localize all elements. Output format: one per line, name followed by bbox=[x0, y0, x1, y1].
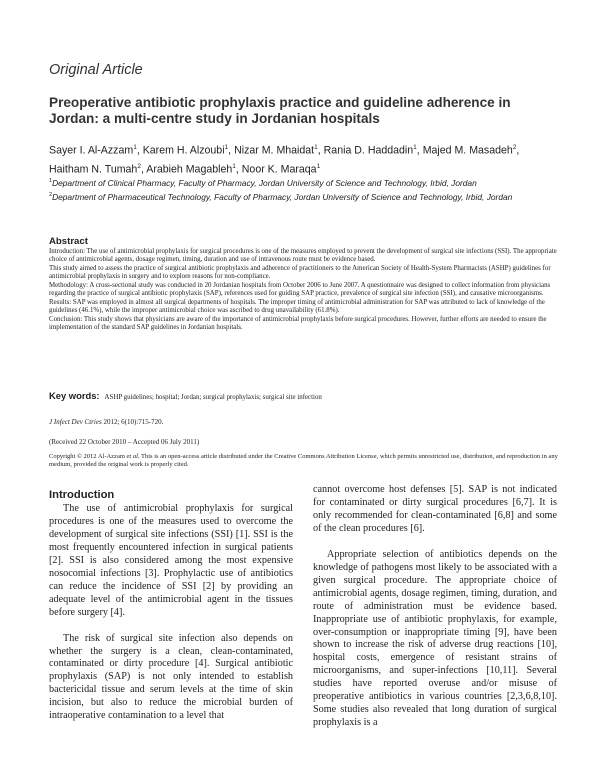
author-affiliation-marker: 1 bbox=[232, 162, 236, 170]
author-name: Sayer I. Al-Azzam bbox=[49, 144, 134, 157]
introduction-heading: Introduction bbox=[49, 489, 115, 501]
abstract-body bbox=[49, 248, 559, 333]
abstract-paragraph: Results: SAP was employed in almost all surgical departments of hospitals. The improper timing of antimicrobial administration for SAP was attributed to lack of knowledge of the guidelines (46.1%), while the improper antimicrobial choice was ascribed to drug unavailability (61.8%). bbox=[49, 298, 545, 315]
copyright-notice bbox=[49, 453, 559, 470]
affiliation-number: 1 bbox=[49, 178, 53, 184]
body-paragraph: Appropriate selection of antibiotics depends on the knowledge of pathogens most likely to be associated with a given surgical procedure. The appropriate choice of antimicrobial agents, dosage regimen, timing, duration, and route of administration must be evidence based. Inappropriate use of antibiotic prophylaxis, for example, over-consumption or inappropriate timing [9], have been shown to increase the risk of adverse drug reactions [10], hospital costs, emergence of resistant strains of microorganisms, and super-infections [10,11]. Several studies have reported overuse and/or misuse of preoperative antibiotics in various countries [2,3,6,8,10]. Some studies also revealed that long duration of surgical prophylaxis is a bbox=[313, 548, 557, 729]
abstract-paragraph: Conclusion: This study shows that physicians are aware of the importance of antimicrobial prophylaxis before surgical procedures. However, further efforts are needed to ensure the implementation of the standard SAP guidelines in Jordanian hospitals. bbox=[49, 315, 547, 332]
author-name: Haitham N. Tumah bbox=[49, 163, 138, 176]
affiliation-text: Department of Clinical Pharmacy, Faculty of Pharmacy, Jordan University of Science and Technology, Irbid, Jordan bbox=[52, 177, 477, 188]
author-affiliation-marker: 1 bbox=[316, 162, 321, 170]
author-name: Rania D. Haddadin bbox=[323, 144, 414, 157]
body-paragraph: The use of antimicrobial prophylaxis for surgical procedures is one of the measures used to overcome the development of surgical site infections (SSI) [1]. SSI is the most frequently encountered infection in surgical patients [2]. SSI is also considered among the most expensive nosocomial infections [3]. Prophylactic use of antibiotics can reduce the incidence of SSI [2] by providing an adequate level of the antimicrobial agent in the tissues before surgery [4]. bbox=[49, 503, 293, 618]
author-affiliation-marker: 1 bbox=[413, 144, 417, 151]
author-affiliation-marker: 1 bbox=[224, 144, 229, 151]
keywords-label: Key words: bbox=[49, 390, 100, 401]
copyright-text: Copyright © 2012 Al-Azzam bbox=[49, 453, 127, 460]
affiliation-text: Department of Pharmaceutical Technology, Faculty of Pharmacy, Jordan University of Science and Technology, Irbid, Jordan bbox=[52, 191, 513, 202]
author-list: Sayer I. Al-Azzam$^1$, Karem H. Alzoubi$^1$, Nizar M. Mhaidat$^1$, Rania D. Haddadin$^1$, Majed M. Masadeh$^2$, Haitham N. Tumah$^2$, Arabieh Magableh$^1$, Noor K. Maraqa$^1$ bbox=[49, 144, 520, 176]
citation-details: 2012; 6(10):715-720. bbox=[101, 418, 164, 426]
journal-name: J Infect Dev Ctries bbox=[49, 418, 102, 426]
author-affiliation-marker: 2 bbox=[137, 162, 141, 170]
author-name: Arabieh Magableh bbox=[146, 163, 233, 176]
affiliation bbox=[49, 190, 559, 204]
body-paragraph: The risk of surgical site infection also depends on whether the surgery is a clean, clean-contaminated, contaminated or dirty procedure [4]. Surgical antibiotic prophylaxis (SAP) is not only intended to establish bactericidal tissue and serum levels at the time of skin incision, but also to reduce the microbial burden of intraoperative contamination to a level that bbox=[49, 632, 293, 722]
author-name: Nizar M. Mhaidat bbox=[234, 144, 315, 157]
keywords bbox=[49, 390, 559, 401]
body-column-left bbox=[49, 488, 293, 723]
copyright-license: . This is an open-access article distributed under the Creative Commons Attribution License, which permits unrestricted use, distribution, and reproduction in any medium, provided the original work is properly cited. bbox=[49, 453, 558, 469]
article-title: Preoperative antibiotic prophylaxis practice and guideline adherence in Jordan: a multi-centre study in Jordanian hospitals bbox=[49, 95, 511, 126]
abstract-paragraph: This study aimed to assess the practice of surgical antibiotic prophylaxis and adherence of practitioners to the American Society of Health-System Pharmacists (ASHP) guidelines for antimicrobial prophylaxis in surgery and to explore reasons for non-compliance. bbox=[49, 264, 551, 281]
affiliation-number: 2 bbox=[49, 191, 53, 198]
author-affiliation-marker: 1 bbox=[314, 144, 318, 151]
abstract-paragraph: Introduction: The use of antimicrobial prophylaxis for surgical procedures is one of the measures employed to prevent the development of surgical site infections (SSI). The appropriate choice of antimicrobial agents, dosage regimen, timing, duration and use of intravenous route must be evidence based. bbox=[49, 248, 557, 264]
article-type: Original Article bbox=[49, 62, 143, 78]
copyright-et-al: et al bbox=[126, 453, 138, 460]
body-column-right bbox=[313, 484, 557, 730]
affiliation-list bbox=[49, 176, 559, 203]
received-dates: (Received 22 October 2010 – Accepted 06 July 2011) bbox=[49, 438, 200, 446]
author-affiliation-marker: 2 bbox=[512, 144, 517, 151]
author-name: Noor K. Maraqa bbox=[241, 163, 317, 176]
affiliation bbox=[49, 176, 559, 190]
abstract-section bbox=[49, 236, 559, 333]
citation bbox=[49, 418, 559, 426]
abstract-paragraph: Methodology: A cross-sectional study was conducted in 20 Jordanian hospitals from October 2006 to June 2007. A questionnaire was designed to collect information from physicians regarding the practice of surgical antibiotic prophylaxis (SAP), references used for guiding SAP practice, prevalence of surgical site infection (SSI), and causative microorganisms. bbox=[49, 281, 551, 298]
keywords-text: ASHP guidelines; hospital; Jordan; surgical prophylaxis; surgical site infection bbox=[104, 394, 322, 401]
body-paragraph: cannot overcome host defenses [5]. SAP is not indicated for contaminated or dirty surgical procedures [6,7]. It is only recommended for clean-contaminated [6,8] and some of the clean procedures [6]. bbox=[313, 484, 557, 534]
author-name: Karem H. Alzoubi bbox=[142, 144, 225, 157]
abstract-heading: Abstract bbox=[49, 236, 88, 247]
author-affiliation-marker: 1 bbox=[133, 144, 137, 151]
author-name: Majed M. Masadeh bbox=[422, 144, 513, 157]
